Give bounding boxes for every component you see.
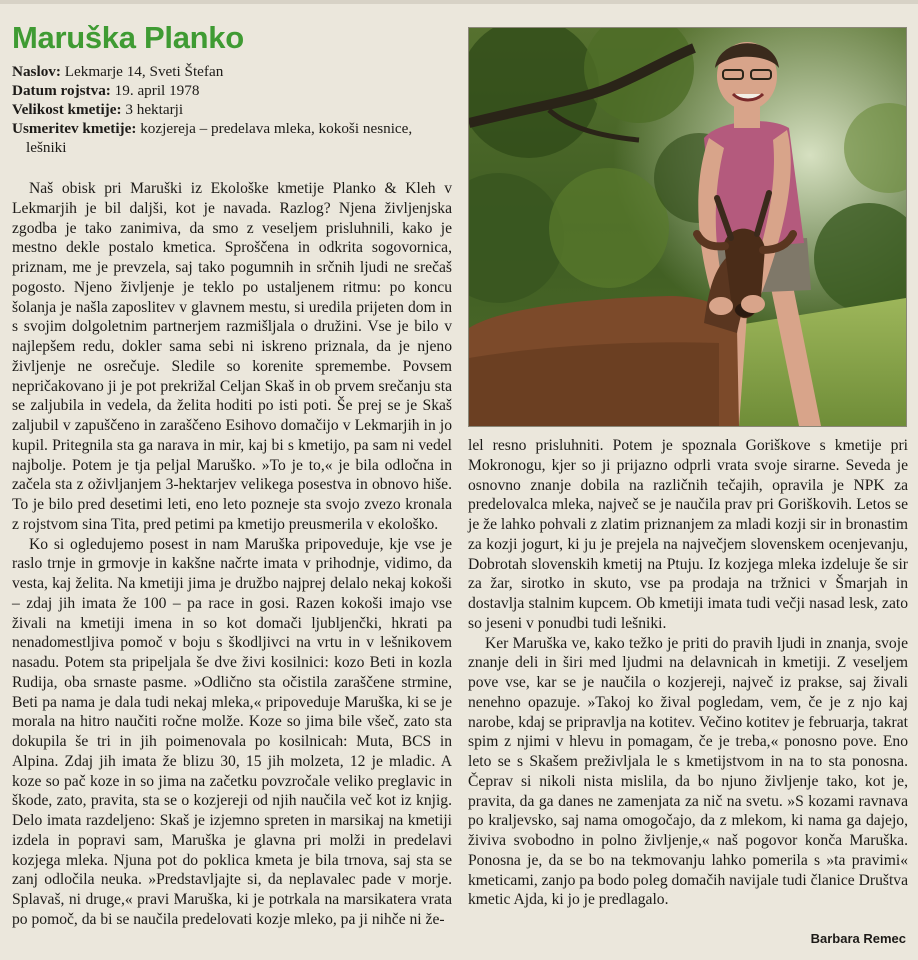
article-column-right	[468, 436, 908, 910]
paragraph: lel resno prisluhniti. Potem je spoznala Goriškove s kmetije pri Mokronogu, kjer so ji prijazno odprli vrata svoje sirarne. Seveda je osnovno znanje dobila na različnih tečajih, opravila je NPK za predelovalca mleka, največ se je naučila prav pri Goriškovih. Letos se je že lahko pohvali z zlatim priznanjem za mladi kozji sir in bronastim za kozji jogurt, ki ju je prejela na največjem slovenskem ocenjevanju, Dobrotah slovenskih kmetij na Ptuju. Iz kozjega mleka izdeluje še sir za žar, sirotko in skuto, vse pa prodaja na tržnici v Šmarjah in dostavlja stalnim kupcem. Ob kmetiji imata tudi večji nasad lesk, zato so jeseni v ponudbi tudi lešniki.	[468, 437, 908, 632]
article-column-left	[12, 179, 452, 930]
paragraph: Ko si ogledujemo posest in nam Maruška pripoveduje, kje vse je raslo trnje in grmovje in kakšne načrte imata v prihodnje, vidimo, da vesta, kaj želita. Na kmetiji jima je družbo najprej delalo nekaj kokoši – zdaj jih imata že 100 – pa race in gosi. Razen kokoši imajo vse živali na kmetiji imena in so kot domači ljubljenčki, hkrati pa nenadomestljiva pomoč v boju s škodljivci na vrtu in v lešnikovem nasadu. Potem sta pripeljala še dve živi kosilnici: kozo Beti in kozla Rudija, oba srnaste pasme. »Odlično sta očistila zaraščene strmine, Beti pa nama je dala tudi nekaj mleka,« pripoveduje Maruška, ki se je morala na hitro naučiti ročne molže. Koze so jima bile všeč, zato sta dokupila še tri in jih poimenovala po kosilnicah: Muta, BCS in Alpina. Zdaj jih imata že blizu 30, 15 jih molzeta, 12 je mladic. A koze so pač koze in so jima na začetku povzročale veliko preglavic in škode, zato, pravita, sta se o kozjereji od njih naučila več kot iz knjig. Delo imata razdeljeno: Skaš je izjemno spreten in marsikaj na kmetiji izdela in popravi sam, Maruška je glavna pri molži in predelavi kozjega mleka. Njuna pot do poklica kmeta je bila trnova, saj sta se zanj odločila neuka. »Predstavljajte si, da neplavalec pade v morje. Splavaš, ni druge,« pravi Maruška, ki je potrkala na marsikatera vrata po pomoč, da bi se naučila predelovati kozje mleko, pa ji nihče ni že-	[12, 535, 452, 928]
fact-box	[12, 62, 452, 157]
article-title: Maruška Planko	[12, 20, 244, 55]
fact-address: Naslov: Lekmarje 14, Sveti Štefan	[12, 63, 224, 80]
author-byline: Barbara Remec	[810, 931, 906, 946]
paragraph: Ker Maruška ve, kako težko je priti do pravih ljudi in znanja, svoje znanje deli in širi med ljudmi na delavnicah in kmetiji. Z veseljem pove vse, kar se je naučila o kozjereji, največ iz prakse, saj živali nenehno opazuje. »Takoj ko žival pogledam, vem, če je z njo kaj narobe, kdaj se pripravlja na kotitev. Večino kotitev je februarja, takrat spim z njimi v hlevu in pomagam, če je treba,« ponosno pove. Eno leto se s Skašem preživljala le s kmetijstvom in na to sta ponosna. Čeprav si nikoli nista mislila, da bo njuno življenje tako, kot je, pravita, da ga danes ne zamenjata za nič na svetu. »S kozami ravnava po kraljevsko, saj nama omogočajo, da z mlekom, ki nama ga dajejo, živiva svobodno in polno življenje,« naš pogovor konča Maruška. Ponosna je, da se bo na tekmovanju lahko pomerila s »ta pravimi« kmeticami, zanjo pa bodo poleg domačih navijale tudi članice Društva kmetic Ajda, ki jo je predlagalo.	[468, 634, 908, 909]
paragraph: Naš obisk pri Maruški iz Ekološke kmetije Planko & Kleh v Lekmarjih je bil daljši, kot je navada. Razlog? Njena življenjska zgodba je tako zanimiva, da smo z veseljem prisluhnili, kako je mestno dekle postalo kmetica. Sproščena in odkrita sogovornica, priznam, me je prevzela, saj tako pogumnih in srčnih ljudi ne srečaš pogosto. Njeno življenje je teklo po ustaljenem ritmu: po koncu šolanja je našla zaposlitev v glavnem mestu, si uredila prijeten dom in s svojim dolgoletnim partnerjem razmišljala o družini. Vse je bilo v najlepšem redu, dokler sama sebi ni iskreno priznala, da je njeno življenje ne osrečuje. Sledile so korenite spremembe. Povsem nepričakovano ji je pot prekrižal Celjan Skaš in ob prvem srečanju sta se zaljubila in vedela, da želita hoditi po isti poti. Še prej se je Skaš zaljubil v zapuščeno in zaraščeno Esihovo domačijo v Lekmarjih in jo kupil. Pritegnila sta ga narava in mir, kaj bi s kmetijo, pa sam ni vedel najbolje. Potem je tja peljal Maruško. »To je to,« je bila odločna in začela sta z oživljanjem 3-hektarjev velikega posestva in obnovo hiše. To je bilo pred desetimi leti, eno leto pozneje sta svojo zvezo kronala z rojstvom sina Tita, pred petimi pa kmetijo preusmerila v ekološko.	[12, 180, 452, 533]
fact-birthdate: Datum rojstva: 19. april 1978	[12, 82, 200, 99]
article-photo	[468, 27, 907, 427]
fact-farm-size: Velikost kmetije: 3 hektarji	[12, 101, 184, 118]
page-edge	[0, 0, 918, 4]
fact-farm-orientation: Usmeritev kmetije: kozjereja – predelava mleka, kokoši nesnice, lešniki	[12, 120, 413, 156]
woman-with-goat-photo	[469, 28, 906, 426]
